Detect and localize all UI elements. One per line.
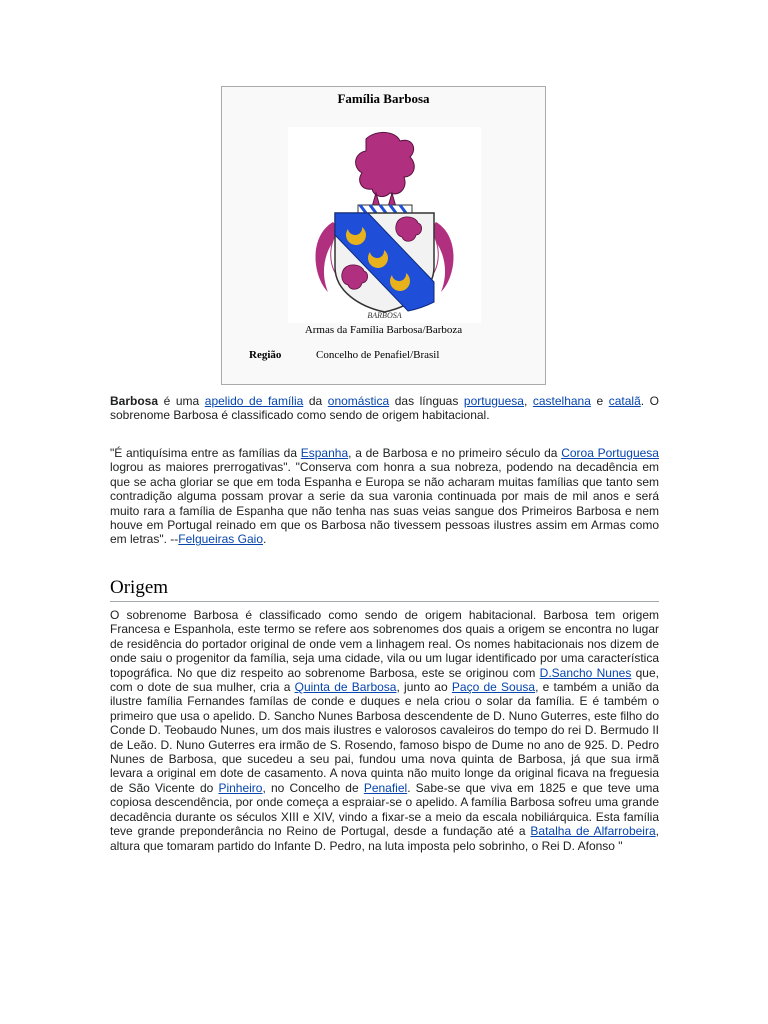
text-run: , no Concelho de xyxy=(262,780,364,795)
infobox xyxy=(221,86,546,385)
text-run: é uma xyxy=(158,394,205,408)
link-penafiel[interactable]: Penafiel xyxy=(363,780,408,795)
coat-of-arms-svg xyxy=(288,127,481,323)
link-coroa-portuguesa[interactable]: Coroa Portuguesa xyxy=(561,446,659,460)
link-pinheiro[interactable]: Pinheiro xyxy=(218,780,263,795)
intro-paragraph-1 xyxy=(110,394,659,423)
link-espanha[interactable]: Espanha xyxy=(300,446,349,460)
article-subject: Barbosa xyxy=(110,394,159,408)
text-run: . O sobrenome Barbosa é classificado como sendo de origem habitacional. xyxy=(110,394,659,423)
text-run: . xyxy=(263,532,267,547)
section-heading-origem: Origem xyxy=(110,577,659,602)
text-run: . Sabe-se que viva em 1825 e que teve uma copiosa descendência, por onde começa a espraiar-se o apelido. A família Barbosa sofreu uma grande decadência durante os séculos XIII e XIV, vindo a fixar-se a meio da escala nobiliárquica. Esta família teve grande preponderância no Reino de Portugal, desde a fundação até a xyxy=(110,780,659,839)
link-apelido-de-familia[interactable]: apelido de família xyxy=(204,394,304,408)
intro-paragraph-2 xyxy=(110,446,659,547)
link-portuguesa[interactable]: portuguesa xyxy=(463,394,524,408)
infobox-row-value: Concelho de Penafiel/Brasil xyxy=(316,349,440,361)
infobox-row-label: Região xyxy=(249,349,282,361)
text-run: da xyxy=(303,394,328,408)
text-run: O sobrenome Barbosa é classificado como sendo de origem habitacional. Barbosa tem origem Francesa e Espanhola, este termo se refere aos sobrenomes dos quais a origem se encontra no lugar de residência do portador original de onde vem a linhagem real. Os nomes habitacionais nos dizem de onde saiu o progenitor da família, seja uma cidade, vila ou um lugar identificado por uma característica topográfica. No que diz respeito ao sobrenome Barbosa, este se originou com xyxy=(110,608,659,680)
link-d-sancho-nunes[interactable]: D.Sancho Nunes xyxy=(539,665,632,680)
infobox-caption: Armas da Família Barbosa/Barboza xyxy=(304,324,463,336)
link-batalha-de-alfarrobeira[interactable]: Batalha de Alfarrobeira xyxy=(530,824,656,839)
svg-text:BARBOSA: BARBOSA xyxy=(367,311,402,320)
text-run: logrou as maiores prerrogativas". "Conserva com honra a sua nobreza, podendo na decadência em que se acha gloriar se que em toda Espanha e Europa se não acharam muitas famílias que tanto sem contradição alguma possam provar a serie da sua varonia continuada por mais de mil anos e será muito rara a família de Espanha que não tenha nas suas veias sangue dos Primeiros Barbosa e nem houve em Portugal reinado em que os Barbosa não tivessem pessoas ilustres assim em Armas como em letras". -- xyxy=(110,460,659,547)
text-run: , junto ao xyxy=(396,680,452,695)
text-run: , altura que tomaram partido do Infante D. Pedro, na luta imposta pelo sobrinho, o Rei D. Afonso " xyxy=(110,824,659,853)
link-felgueiras-gaio[interactable]: Felgueiras Gaio xyxy=(178,532,263,547)
text-run: das línguas xyxy=(389,394,464,408)
link-paco-de-sousa[interactable]: Paço de Sousa xyxy=(451,680,536,695)
text-run: "É antiquísima entre as famílias da xyxy=(110,446,301,460)
coat-of-arms-image[interactable] xyxy=(288,127,481,323)
text-run: , xyxy=(523,394,533,408)
link-onomastica[interactable]: onomástica xyxy=(327,394,390,408)
origem-paragraph xyxy=(110,608,659,853)
link-catala[interactable]: catalã xyxy=(608,394,641,408)
infobox-title: Família Barbosa xyxy=(337,91,430,106)
link-castelhana[interactable]: castelhana xyxy=(532,394,591,408)
text-run: , a de Barbosa e no primeiro século da xyxy=(348,446,562,460)
text-run: , e também a união da ilustre família Fernandes famílas de conde e duques e nela criou o solar da família. E é também o primeiro que usa o apelido. D. Sancho Nunes Barbosa descendente de D. Nuno Guterres, este filho do Conde D. Teobaudo Nunes, um dos mais ilustres e valorosos cavaleiros do tempo do rei D. Bermudo II de Leão. D. Nuno Guterres era irmão de S. Rosendo, famoso bispo de Dume no ano de 925. D. Pedro Nunes de Barbosa, que sucedeu a seu pai, fundou uma nova quinta de Barbosa, já que sua irmã levara a original em dote de casamento. A nova quinta não muito longe da original ficava na freguesia de São Vicente do xyxy=(110,680,659,795)
text-run: que, com o dote de sua mulher, cria a xyxy=(110,665,659,695)
text-run: e xyxy=(590,394,609,408)
link-quinta-de-barbosa[interactable]: Quinta de Barbosa xyxy=(294,680,397,695)
